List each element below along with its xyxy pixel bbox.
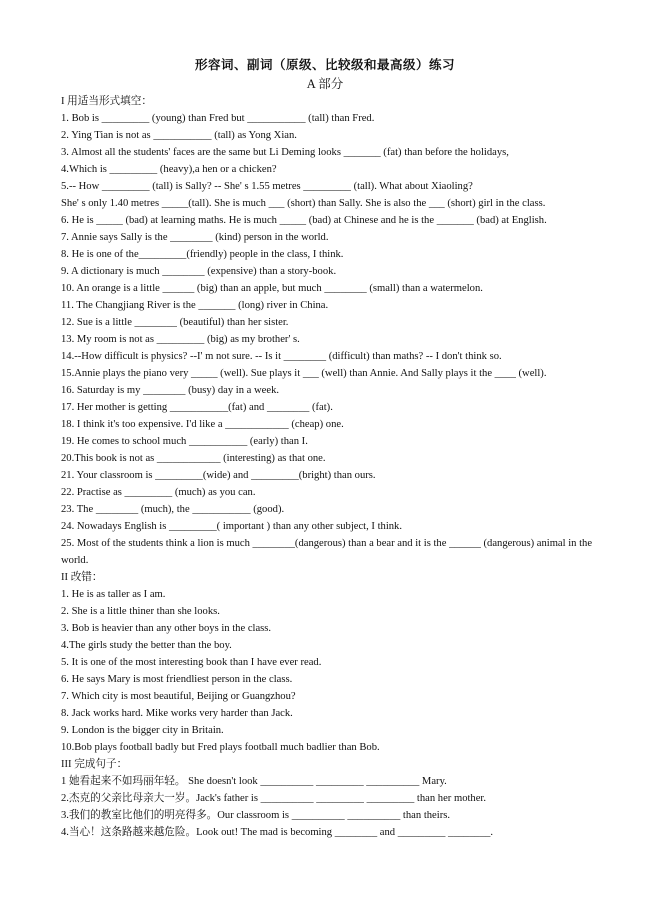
document-title: 形容词、副词（原级、比较级和最高级）练习 (194, 58, 455, 72)
correction-item: 5. It is one of the most interesting book than I have ever read. (61, 657, 322, 668)
translation-item: 3.我们的教室比他们的明亮得多。Our classroom is __________ __________ than theirs. (61, 810, 451, 821)
exercise-item: 24. Nowadays English is _________( important ) than any other subject, I think. (61, 521, 403, 532)
exercise-item: 10. An orange is a little ______ (big) than an apple, but much ________ (small) than a watermelon. (61, 283, 483, 294)
exercise-body (61, 93, 621, 841)
correction-item: 3. Bob is heavier than any other boys in the class. (61, 623, 272, 634)
exercise-item: 5.-- How _________ (tall) is Sally? -- She' s 1.55 metres _________ (tall). What about Xiaoling? (61, 181, 473, 192)
exercise-item: 20.This book is not as ____________ (interesting) as that one. (61, 453, 326, 464)
exercise-item: 23. The ________ (much), the ___________ (good). (61, 504, 285, 515)
translation-item: 2.杰克的父亲比母亲大一岁。Jack's father is __________ _________ _________ than her mother. (61, 793, 487, 804)
exercise-item: 2. Ying Tian is not as ___________ (tall) as Yong Xian. (61, 130, 297, 141)
exercise-item: 25. Most of the students think a lion is much ________(dangerous) than a bear and it is the ______ (dangerous) animal in the world. (61, 538, 593, 566)
exercise-item: 14.--How difficult is physics? --I' m not sure. -- Is it ________ (difficult) than maths? -- I don't think so. (61, 351, 502, 362)
exercise-item: She' s only 1.40 metres _____(tall). She is much ___ (short) than Sally. She is also the ___ (short) girl in the class. (61, 198, 546, 209)
exercise-item: 21. Your classroom is _________(wide) and _________(bright) than ours. (61, 470, 376, 481)
correction-item: 6. He says Mary is most friendliest person in the class. (61, 674, 293, 685)
correction-item: 4.The girls study the better than the boy. (61, 640, 232, 651)
exercise-item: 19. He comes to school much ___________ (early) than I. (61, 436, 308, 447)
part1-heading: I 用适当形式填空： (61, 96, 152, 107)
exercise-item: 11. The Changjiang River is the _______ (long) river in China. (61, 300, 329, 311)
correction-item: 8. Jack works hard. Mike works very harder than Jack. (61, 708, 293, 719)
exercise-item: 1. Bob is _________ (young) than Fred but ___________ (tall) than Fred. (61, 113, 375, 124)
exercise-item: 3. Almost all the students' faces are the same but Li Deming looks _______ (fat) than before the holidays, (61, 147, 509, 158)
exercise-item: 9. A dictionary is much ________ (expensive) than a story-book. (61, 266, 337, 277)
exercise-item: 22. Practise as _________ (much) as you can. (61, 487, 256, 498)
translation-item: 1 她看起来不如玛丽年轻。 She doesn't look __________ _________ __________ Mary. (61, 776, 447, 787)
section-a-label: A 部分 (306, 77, 344, 91)
part3-heading: III 完成句子： (61, 759, 128, 770)
exercise-item: 16. Saturday is my ________ (busy) day in a week. (61, 385, 280, 396)
exercise-item: 12. Sue is a little ________ (beautiful) than her sister. (61, 317, 289, 328)
exercise-item: 7. Annie says Sally is the ________ (kind) person in the world. (61, 232, 329, 243)
correction-item: 10.Bob plays football badly but Fred plays football much badlier than Bob. (61, 742, 380, 753)
exercise-item: 18. I think it's too expensive. I'd like a ____________ (cheap) one. (61, 419, 344, 430)
part2-heading: II 改错： (61, 572, 103, 583)
exercise-item: 6. He is _____ (bad) at learning maths. He is much _____ (bad) at Chinese and he is the _______ (bad) at English. (61, 215, 547, 226)
exercise-item: 15.Annie plays the piano very _____ (well). Sue plays it ___ (well) than Annie. And Sally plays it the ____ (well). (61, 368, 547, 379)
exercise-item: 13. My room is not as _________ (big) as my brother' s. (61, 334, 300, 345)
correction-item: 7. Which city is most beautiful, Beijing or Guangzhou? (61, 691, 296, 702)
correction-item: 9. London is the bigger city in Britain. (61, 725, 224, 736)
correction-item: 2. She is a little thiner than she looks. (61, 606, 220, 617)
translation-item: 4.当心！这条路越来越危险。Look out! The mad is becoming ________ and _________ ________. (61, 827, 494, 838)
exercise-item: 8. He is one of the_________(friendly) people in the class, I think. (61, 249, 344, 260)
exercise-item: 4.Which is _________ (heavy),a hen or a chicken? (61, 164, 277, 175)
correction-item: 1. He is as taller as I am. (61, 589, 166, 600)
exercise-item: 17. Her mother is getting ___________(fat) and ________ (fat). (61, 402, 333, 413)
